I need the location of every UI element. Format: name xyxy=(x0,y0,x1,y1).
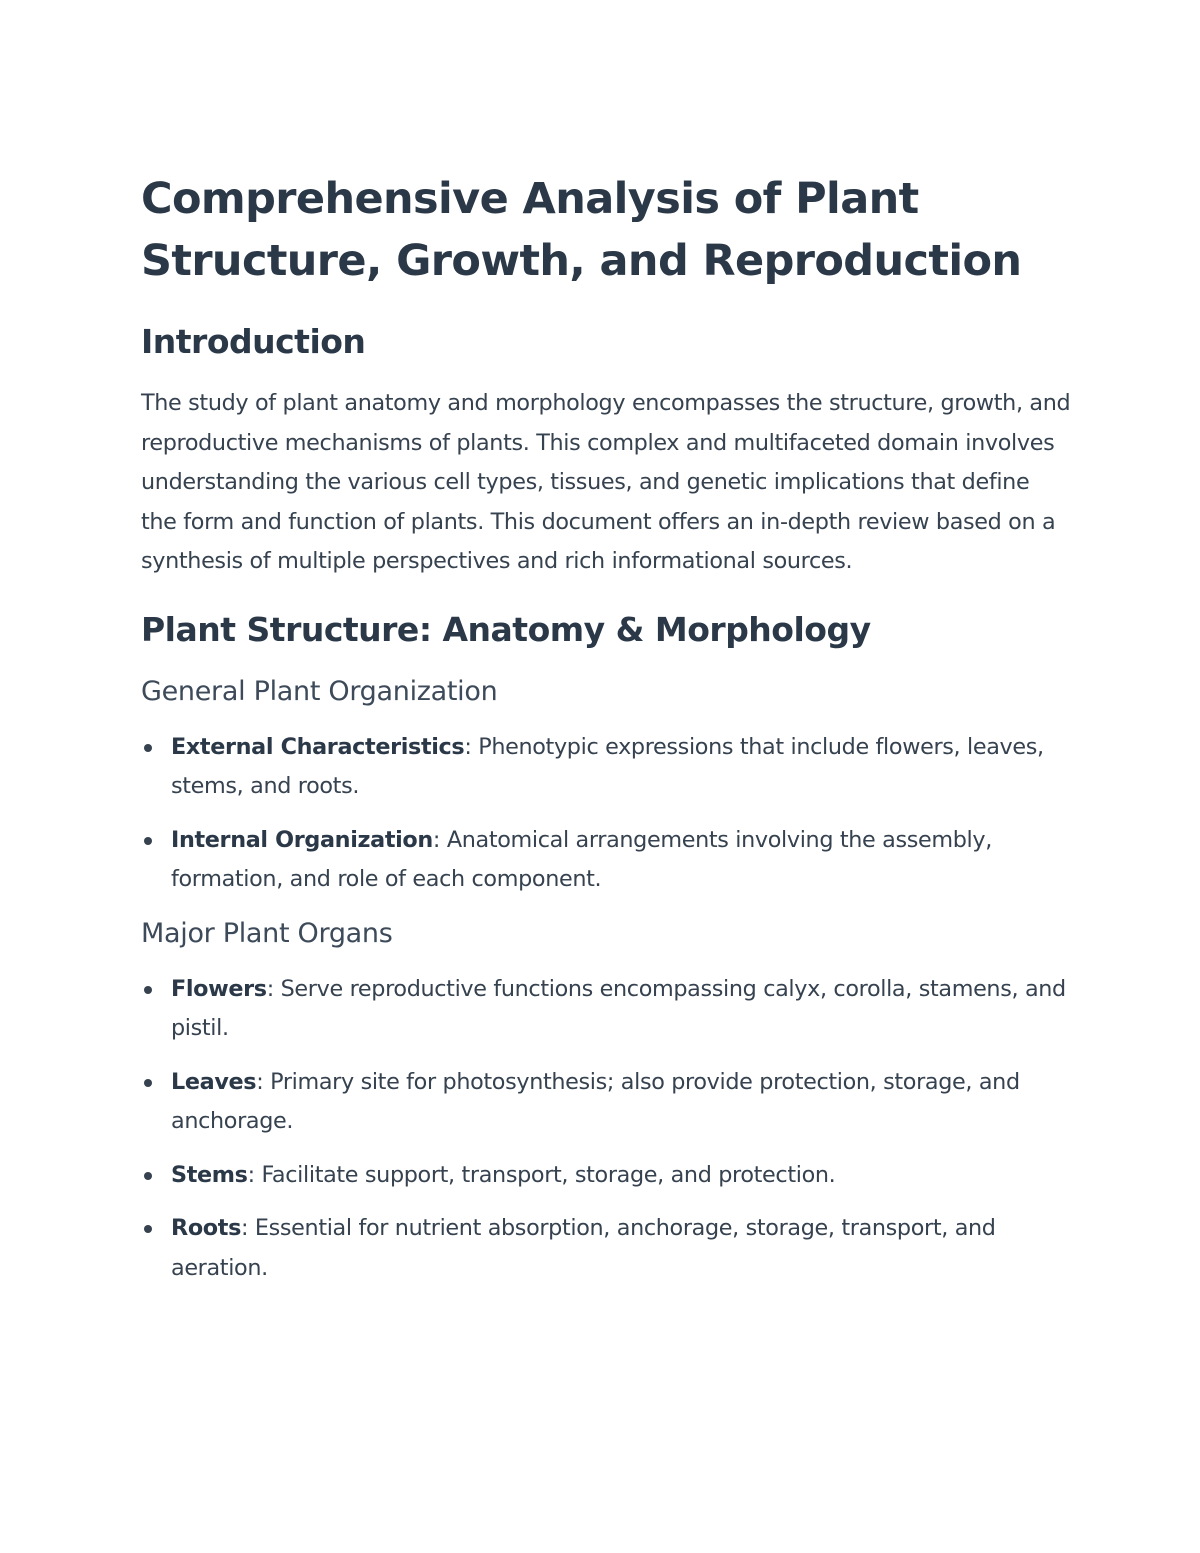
document-page xyxy=(141,168,1071,1302)
major-organs-heading: Major Plant Organs xyxy=(141,917,393,949)
document-title: Comprehensive Analysis of Plant Structure, Growth, and Reproduction xyxy=(141,174,1022,286)
list-item-description: : Serve reproductive functions encompassing calyx, corolla, stamens, and pistil. xyxy=(171,975,1066,1041)
list-item xyxy=(141,970,1071,1049)
list-item-term: Roots xyxy=(171,1215,241,1241)
introduction-heading: Introduction xyxy=(141,322,366,361)
list-item xyxy=(141,821,1071,900)
bullet-icon xyxy=(144,1225,152,1233)
major-organs-list xyxy=(141,970,1071,1289)
list-item-description: : Essential for nutrient absorption, anchorage, storage, transport, and aeration. xyxy=(171,1215,996,1281)
list-item-description: : Anatomical arrangements involving the assembly, formation, and role of each component. xyxy=(171,826,992,892)
list-item-term: External Characteristics xyxy=(171,733,465,760)
list-item-term: Stems xyxy=(171,1161,248,1188)
general-organization-heading: General Plant Organization xyxy=(141,675,498,707)
list-item-description: : Facilitate support, transport, storage, and protection. xyxy=(247,1161,836,1188)
bullet-icon xyxy=(144,1172,152,1180)
list-item xyxy=(141,728,1071,807)
list-item-term: Leaves xyxy=(171,1068,257,1095)
bullet-icon xyxy=(144,986,152,994)
list-item-description: : Primary site for photosynthesis; also provide protection, storage, and anchorage. xyxy=(171,1068,1020,1134)
list-item xyxy=(141,1209,1071,1288)
list-item xyxy=(141,1063,1071,1142)
plant-structure-heading: Plant Structure: Anatomy & Morphology xyxy=(141,609,871,649)
general-organization-list xyxy=(141,728,1071,900)
list-item-term: Flowers xyxy=(171,975,267,1002)
bullet-icon xyxy=(144,744,152,752)
list-item xyxy=(141,1156,1071,1196)
list-item-description: : Phenotypic expressions that include flowers, leaves, stems, and roots. xyxy=(171,733,1044,799)
bullet-icon xyxy=(144,1079,152,1087)
introduction-paragraph: The study of plant anatomy and morphology encompasses the structure, growth, and reproductive mechanisms of plants. This complex and multifaceted domain involves understanding the various cell types, tissues, and genetic implications that define the form and function of plants. This document offers an in-depth review based on a synthesis of multiple perspectives and rich informational sources. xyxy=(141,390,1071,574)
list-item-term: Internal Organization xyxy=(171,826,433,853)
bullet-icon xyxy=(144,837,152,845)
